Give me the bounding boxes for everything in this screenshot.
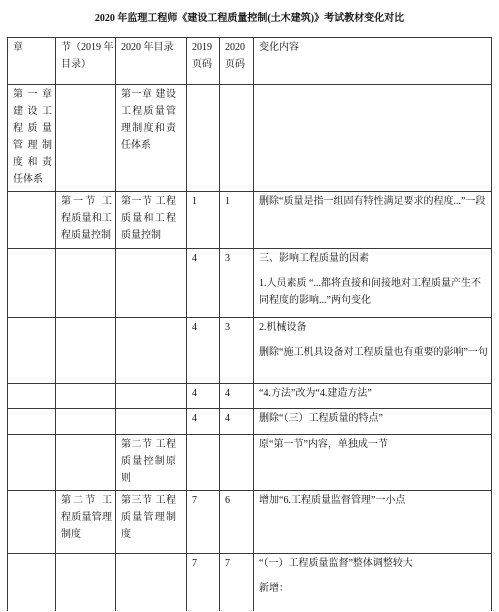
table-row bbox=[8, 435, 492, 491]
page-title: 2020 年监理工程师《建设工程质量控制(土木建筑)》考试教材变化对比 bbox=[94, 13, 405, 24]
toc-2020-cell: 第三节 工程质量管理制度 bbox=[116, 491, 187, 554]
change-text: 增加“6.工程质量监督管理”一小点 bbox=[259, 495, 406, 506]
toc-2020-cell: 第一章 建设工程质量管理制度和责任体系 bbox=[116, 85, 187, 192]
page-2019-cell bbox=[187, 85, 220, 192]
table-row bbox=[8, 192, 492, 249]
table-row bbox=[8, 85, 492, 192]
changes-cell bbox=[254, 318, 492, 384]
page-2019-cell: 4 bbox=[187, 384, 220, 409]
section-2019-cell bbox=[56, 318, 116, 384]
toc-2020-cell bbox=[116, 554, 187, 611]
change-text: “4.方法”改为“4.建造方法” bbox=[259, 388, 372, 399]
chapter-cell bbox=[8, 554, 56, 611]
changes-cell bbox=[254, 409, 492, 435]
chapter-cell bbox=[8, 249, 56, 318]
toc-2020-cell: 第二节 工程质量控制原则 bbox=[116, 435, 187, 491]
change-text: 新增： bbox=[259, 583, 289, 594]
change-text: 三、影响工程质量的因素 bbox=[259, 253, 369, 264]
changes-cell bbox=[254, 491, 492, 554]
page-2020-cell: 6 bbox=[220, 491, 254, 554]
change-text: 删除“质量是指一组固有特性满足要求的程度...”一段 bbox=[259, 196, 486, 207]
page-2020-cell: 3 bbox=[220, 249, 254, 318]
header-changes: 变化内容 bbox=[254, 38, 492, 85]
section-2019-cell bbox=[56, 554, 116, 611]
table-row bbox=[8, 554, 492, 611]
table-row bbox=[8, 318, 492, 384]
chapter-cell bbox=[8, 192, 56, 249]
change-text: 2.机械设备 bbox=[259, 322, 307, 333]
page-2020-cell: 7 bbox=[220, 554, 254, 611]
table-row bbox=[8, 384, 492, 409]
section-2019-cell bbox=[56, 249, 116, 318]
changes-cell bbox=[254, 192, 492, 249]
changes-cell bbox=[254, 249, 492, 318]
changes-cell bbox=[254, 85, 492, 192]
toc-2020-cell bbox=[116, 318, 187, 384]
page-2020-cell: 4 bbox=[220, 384, 254, 409]
header-toc-2020: 2020 年目录 bbox=[116, 38, 187, 85]
page-2019-cell: 7 bbox=[187, 554, 220, 611]
page-2019-cell bbox=[187, 435, 220, 491]
change-text: 删除“（三）工程质量的特点” bbox=[259, 413, 383, 424]
toc-2020-cell bbox=[116, 409, 187, 435]
page-2020-cell bbox=[220, 435, 254, 491]
section-2019-cell bbox=[56, 85, 116, 192]
page-2019-cell: 7 bbox=[187, 491, 220, 554]
page-2020-cell bbox=[220, 85, 254, 192]
chapter-cell bbox=[8, 318, 56, 384]
header-page-2020: 2020 页码 bbox=[220, 38, 254, 85]
page-2019-cell: 1 bbox=[187, 192, 220, 249]
chapter-cell bbox=[8, 435, 56, 491]
page-2020-cell: 1 bbox=[220, 192, 254, 249]
header-chapter: 章 bbox=[8, 38, 56, 85]
page-2019-cell: 4 bbox=[187, 409, 220, 435]
chapter-cell: 第一章 建设工程质量管理制度和责任体系 bbox=[8, 85, 56, 192]
toc-2020-cell bbox=[116, 249, 187, 318]
header-section-2019: 节（2019 年目录） bbox=[56, 38, 116, 85]
section-2019-cell bbox=[56, 435, 116, 491]
section-2019-cell: 第二节 工程质量管理制度 bbox=[56, 491, 116, 554]
changes-cell bbox=[254, 554, 492, 611]
page-2019-cell: 4 bbox=[187, 318, 220, 384]
page-2019-cell: 4 bbox=[187, 249, 220, 318]
changes-cell bbox=[254, 384, 492, 409]
chapter-cell bbox=[8, 409, 56, 435]
chapter-cell bbox=[8, 491, 56, 554]
table-row bbox=[8, 409, 492, 435]
section-2019-cell bbox=[56, 384, 116, 409]
toc-2020-cell bbox=[116, 384, 187, 409]
toc-2020-cell: 第一节 工程质量和工程质量控制 bbox=[116, 192, 187, 249]
page-2020-cell: 3 bbox=[220, 318, 254, 384]
header-page-2019: 2019 页码 bbox=[187, 38, 220, 85]
table-row bbox=[8, 491, 492, 554]
section-2019-cell bbox=[56, 409, 116, 435]
change-text: 1.人员素质 “...都将直接和间接地对工程质量产生不同程度的影响...”两句变化 bbox=[259, 278, 481, 306]
change-text: 删除“施工机具设备对工程质量也有重要的影响”一句 bbox=[259, 347, 488, 358]
change-text: “（一）工程质量监督”整体调整较大 bbox=[259, 558, 413, 569]
section-2019-cell: 第一节 工程质量和工程质量控制 bbox=[56, 192, 116, 249]
changes-cell bbox=[254, 435, 492, 491]
table-row bbox=[8, 249, 492, 318]
page-2020-cell: 4 bbox=[220, 409, 254, 435]
comparison-table bbox=[7, 37, 492, 611]
change-text: 原“第一节”内容，单独成一节 bbox=[259, 439, 388, 450]
header-row bbox=[8, 38, 492, 85]
chapter-cell bbox=[8, 384, 56, 409]
